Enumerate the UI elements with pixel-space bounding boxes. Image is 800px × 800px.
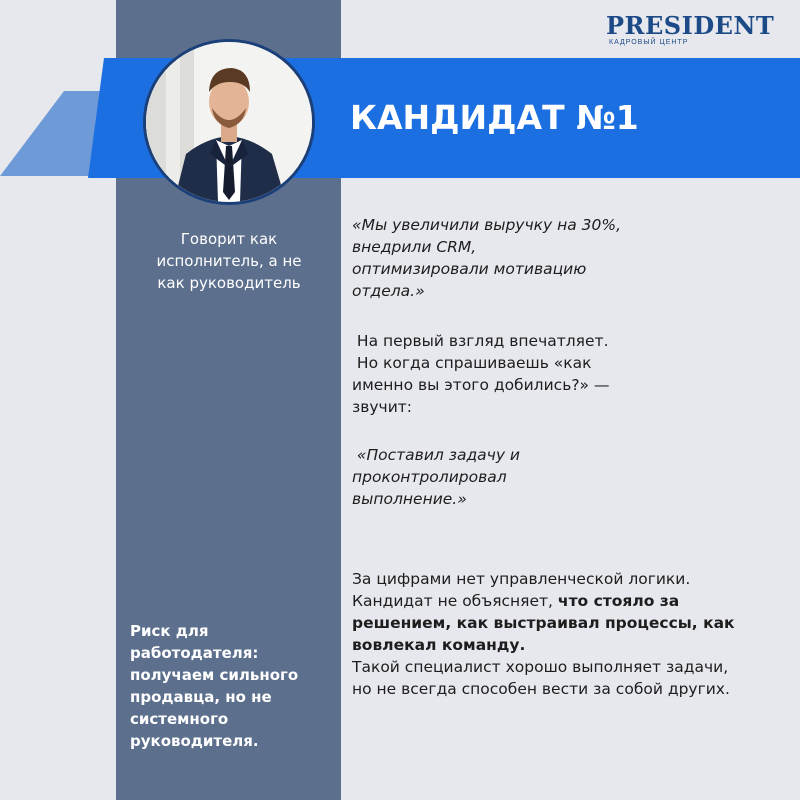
quote-line: проконтролировал	[352, 468, 507, 486]
candidate-answer-quote	[352, 444, 772, 510]
logo-name: PRESIDENT	[606, 11, 775, 40]
conclusion-paragraph	[352, 568, 772, 700]
quote-line: оптимизировали мотивацию	[352, 260, 587, 278]
sidebar-quote-line: исполнитель, а не	[156, 252, 302, 270]
paragraph-line: именно вы этого добились?» —	[352, 376, 610, 394]
paragraph-line: звучит:	[352, 398, 413, 416]
first-impression-paragraph	[352, 330, 772, 418]
quote-line: «Мы увеличили выручку на 30%,	[352, 216, 622, 234]
paragraph-line: За цифрами нет управленческой логики.	[352, 570, 691, 588]
brand-logo	[606, 12, 776, 46]
risk-line: Риск для	[130, 622, 209, 640]
quote-line: «Поставил задачу и	[352, 446, 521, 464]
sidebar-quote	[140, 228, 318, 294]
quote-line: внедрили CRM,	[352, 238, 477, 256]
quote-line: отдела.»	[352, 282, 425, 300]
paragraph-line: Такой специалист хорошо выполняет задачи,	[352, 658, 729, 676]
sidebar-quote-line: Говорит как	[180, 230, 278, 248]
risk-line: системного	[130, 710, 229, 728]
quote-line: выполнение.»	[352, 490, 467, 508]
risk-line: продавца, но не	[130, 688, 272, 706]
page-title: КАНДИДАТ №1	[350, 98, 639, 137]
risk-note	[130, 620, 335, 752]
paragraph-line: На первый взгляд впечатляет.	[352, 332, 609, 350]
candidate-quote	[352, 214, 772, 302]
candidate-photo	[146, 42, 312, 202]
risk-line: работодателя:	[130, 644, 259, 662]
logo-subtitle: КАДРОВЫЙ ЦЕНТР	[609, 39, 689, 46]
paragraph-emphasis: что стояло за	[557, 592, 680, 610]
paragraph-line: Но когда спрашиваешь «как	[352, 354, 592, 372]
paragraph-line	[352, 590, 772, 612]
paragraph-emphasis: вовлекал команду.	[352, 636, 526, 654]
risk-line: получаем сильного	[130, 666, 299, 684]
paragraph-emphasis: решением, как выстраивал процессы, как	[352, 614, 735, 632]
paragraph-text: Кандидат не объясняет,	[352, 592, 558, 610]
paragraph-line: но не всегда способен вести за собой других.	[352, 680, 730, 698]
risk-line: руководителя.	[130, 732, 259, 750]
sidebar-quote-line: как руководитель	[157, 274, 301, 292]
